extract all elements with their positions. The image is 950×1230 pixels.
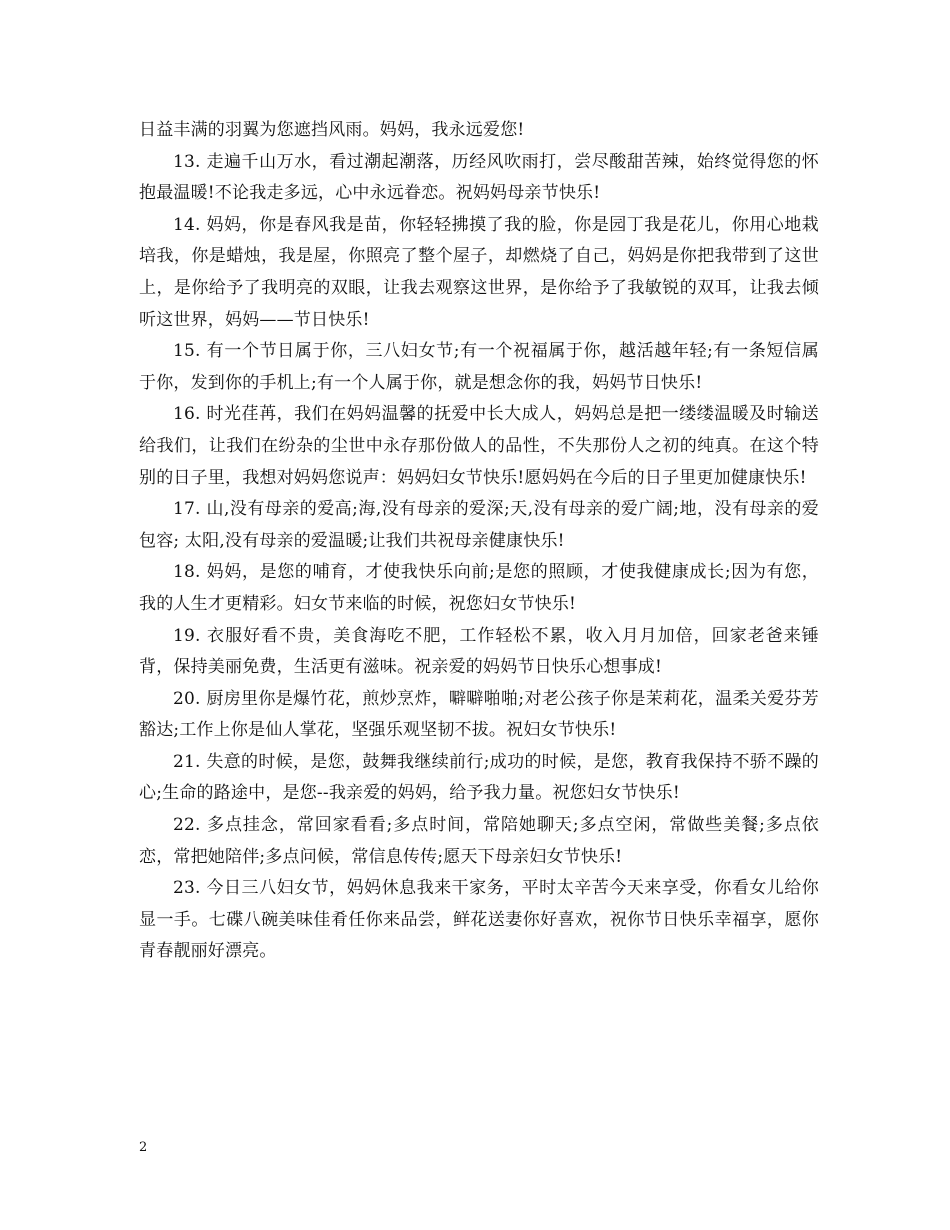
paragraph-14: 14. 妈妈，你是春风我是苗，你轻轻拂摸了我的脸，你是园丁我是花儿，你用心地栽培我，你是蜡烛，我是屋，你照亮了整个屋子，却燃烧了自己，妈妈是你把我带到了这世上，是你给予了我明亮的双眼，让我去观察这世界，是你给予了我敏锐的双耳，让我去倾听这世界，妈妈——节日快乐!: [139, 214, 819, 330]
paragraph-20: 20. 厨房里你是爆竹花，煎炒烹炸，噼噼啪啪;对老公孩子你是茉莉花，温柔关爱芬芳豁达;工作上你是仙人掌花，坚强乐观坚韧不拔。祝妇女节快乐!: [139, 688, 819, 741]
paragraph-18: 18. 妈妈，是您的哺育，才使我快乐向前;是您的照顾，才使我健康成长;因为有您，我的人生才更精彩。妇女节来临的时候，祝您妇女节快乐!: [139, 562, 819, 614]
paragraph-22: 22. 多点挂念，常回家看看;多点时间，常陪她聊天;多点空闲，常做些美餐;多点依恋，常把她陪伴;多点问候，常信息传传;愿天下母亲妇女节快乐!: [139, 815, 819, 867]
page-body: [139, 115, 819, 968]
paragraph-17: 17. 山,没有母亲的爱高;海,没有母亲的爱深;天,没有母亲的爱广阔;地，没有母亲的爱包容; 太阳,没有母亲的爱温暖;让我们共祝母亲健康快乐!: [139, 499, 819, 551]
paragraph-16: 16. 时光荏苒，我们在妈妈温馨的抚爱中长大成人，妈妈总是把一缕缕温暖及时输送给我们，让我们在纷杂的尘世中永存那份做人的品性，不失那份人之初的纯真。在这个特别的日子里，我想对妈妈您说声：妈妈妇女节快乐!愿妈妈在今后的日子里更加健康快乐!: [139, 404, 819, 488]
paragraph-15: 15. 有一个节日属于你，三八妇女节;有一个祝福属于你，越活越年轻;有一条短信属于你，发到你的手机上;有一个人属于你，就是想念你的我，妈妈节日快乐!: [139, 341, 819, 393]
paragraph-continuation: 日益丰满的羽翼为您遮挡风雨。妈妈，我永远爱您!: [139, 120, 525, 140]
paragraph-19: 19. 衣服好看不贵，美食海吃不肥，工作轻松不累，收入月月加倍，回家老爸来锤背，保持美丽免费，生活更有滋味。祝亲爱的妈妈节日快乐心想事成!: [139, 625, 819, 678]
paragraph-21: 21. 失意的时候，是您，鼓舞我继续前行;成功的时候，是您，教育我保持不骄不躁的心;生命的路途中，是您--我亲爱的妈妈，给予我力量。祝您妇女节快乐!: [139, 751, 819, 804]
paragraph-23: 23. 今日三八妇女节，妈妈休息我来干家务，平时太辛苦今天来享受，你看女儿给你显一手。七碟八碗美味佳肴任你来品尝，鲜花送妻你好喜欢，祝你节日快乐幸福享，愿你青春靓丽好漂亮。: [139, 878, 819, 962]
page-number: 2: [139, 1140, 148, 1155]
paragraph-13: 13. 走遍千山万水，看过潮起潮落，历经风吹雨打，尝尽酸甜苦辣，始终觉得您的怀抱最温暖!不论我走多远，心中永远眷恋。祝妈妈母亲节快乐!: [139, 151, 819, 204]
